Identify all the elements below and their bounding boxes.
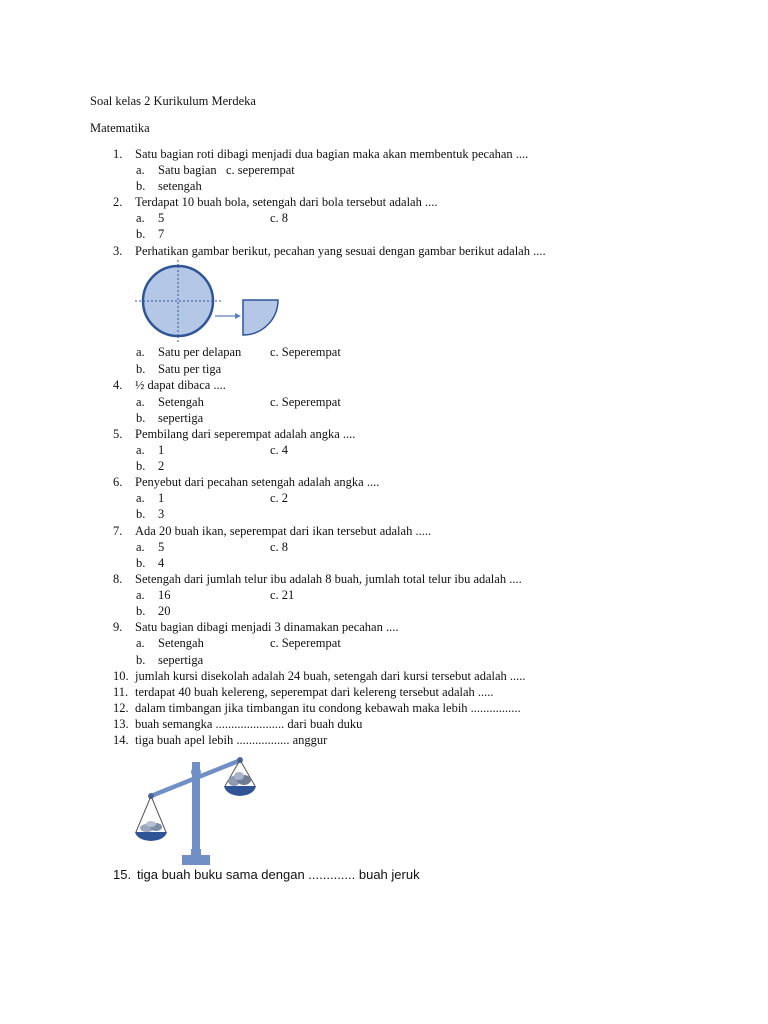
option-letter: b. [136,179,146,193]
question-number: 9. [113,620,123,634]
option-c: c. 8 [270,211,289,225]
document-title: Soal kelas 2 Kurikulum Merdeka [90,94,256,108]
question-number: 1. [113,147,123,161]
question-number: 3. [113,244,123,258]
option-letter: a. [136,345,145,359]
option-a: 5 [158,540,165,554]
question-number: 7. [113,524,123,538]
option-b: 3 [158,507,165,521]
question-number: 15. [113,867,132,882]
option-letter: b. [136,604,146,618]
option-a: 5 [158,211,165,225]
option-letter: b. [136,362,146,376]
question-text: Satu bagian dibagi menjadi 3 dinamakan pecahan .... [135,620,399,634]
question-text: Terdapat 10 buah bola, setengah dari bola tersebut adalah .... [135,195,438,209]
option-b: 2 [158,459,165,473]
question-text: tiga buah buku sama dengan ............. buah jeruk [137,867,420,882]
option-letter: a. [136,491,145,505]
question-text: Pembilang dari seperempat adalah angka .... [135,427,356,441]
option-c: c. Seperempat [270,636,341,650]
option-letter: a. [136,211,145,225]
question-number: 13. [113,717,129,731]
option-c: c. 8 [270,540,289,554]
option-letter: a. [136,395,145,409]
option-letter: a. [136,540,145,554]
question-number: 10. [113,669,129,683]
option-c: c. Seperempat [270,345,341,359]
option-a: Satu per delapan [158,345,242,359]
question-number: 5. [113,427,123,441]
question-number: 2. [113,195,123,209]
option-letter: b. [136,227,146,241]
option-letter: a. [136,443,145,457]
question-text: buah semangka ...................... dari buah duku [135,717,363,731]
question-text: dalam timbangan jika timbangan itu condong kebawah maka lebih ................ [135,701,521,715]
option-a: 1 [158,491,165,505]
question-text: Ada 20 buah ikan, seperempat dari ikan tersebut adalah ..... [135,524,432,538]
option-b: setengah [158,179,202,193]
question-text: terdapat 40 buah kelereng, seperempat dari kelereng tersebut adalah ..... [135,685,494,699]
question-text: jumlah kursi disekolah adalah 24 buah, setengah dari kursi tersebut adalah ..... [135,669,526,683]
option-a: Satu bagian [158,163,217,177]
subject-heading: Matematika [90,121,150,135]
option-c: c. 2 [270,491,289,505]
option-letter: b. [136,459,146,473]
option-a: 16 [158,588,171,602]
question-text: Setengah dari jumlah telur ibu adalah 8 buah, jumlah total telur ibu adalah .... [135,572,522,586]
question-number: 6. [113,475,123,489]
question-text: ½ dapat dibaca .... [135,378,226,392]
option-c: c. 21 [270,588,295,602]
option-a: Setengah [158,636,204,650]
question-number: 4. [113,378,123,392]
option-letter: a. [136,636,145,650]
option-c: c. 4 [270,443,289,457]
question-text: Perhatikan gambar berikut, pecahan yang sesuai dengan gambar berikut adalah .... [135,244,546,258]
question-number: 14. [113,733,129,747]
question-text: tiga buah apel lebih ................. anggur [135,733,328,747]
balance-scale-icon [130,748,270,868]
option-b: 20 [158,604,171,618]
option-b: 7 [158,227,165,241]
option-letter: a. [136,588,145,602]
question-number: 12. [113,701,129,715]
option-b: 4 [158,556,165,570]
option-letter: b. [136,556,146,570]
option-a: 1 [158,443,165,457]
option-b: sepertiga [158,653,204,667]
option-letter: b. [136,507,146,521]
option-letter: b. [136,653,146,667]
option-c: c. Seperempat [270,395,341,409]
question-text: Penyebut dari pecahan setengah adalah angka .... [135,475,380,489]
question-text: Satu bagian roti dibagi menjadi dua bagian maka akan membentuk pecahan .... [135,147,529,161]
question-number: 11. [113,685,129,699]
quarter-circle-figure [135,260,285,342]
question-number: 8. [113,572,123,586]
option-a: Setengah [158,395,204,409]
option-b: sepertiga [158,411,204,425]
option-c: c. seperempat [226,163,295,177]
option-b: Satu per tiga [158,362,222,376]
option-letter: b. [136,411,146,425]
option-letter: a. [136,163,145,177]
